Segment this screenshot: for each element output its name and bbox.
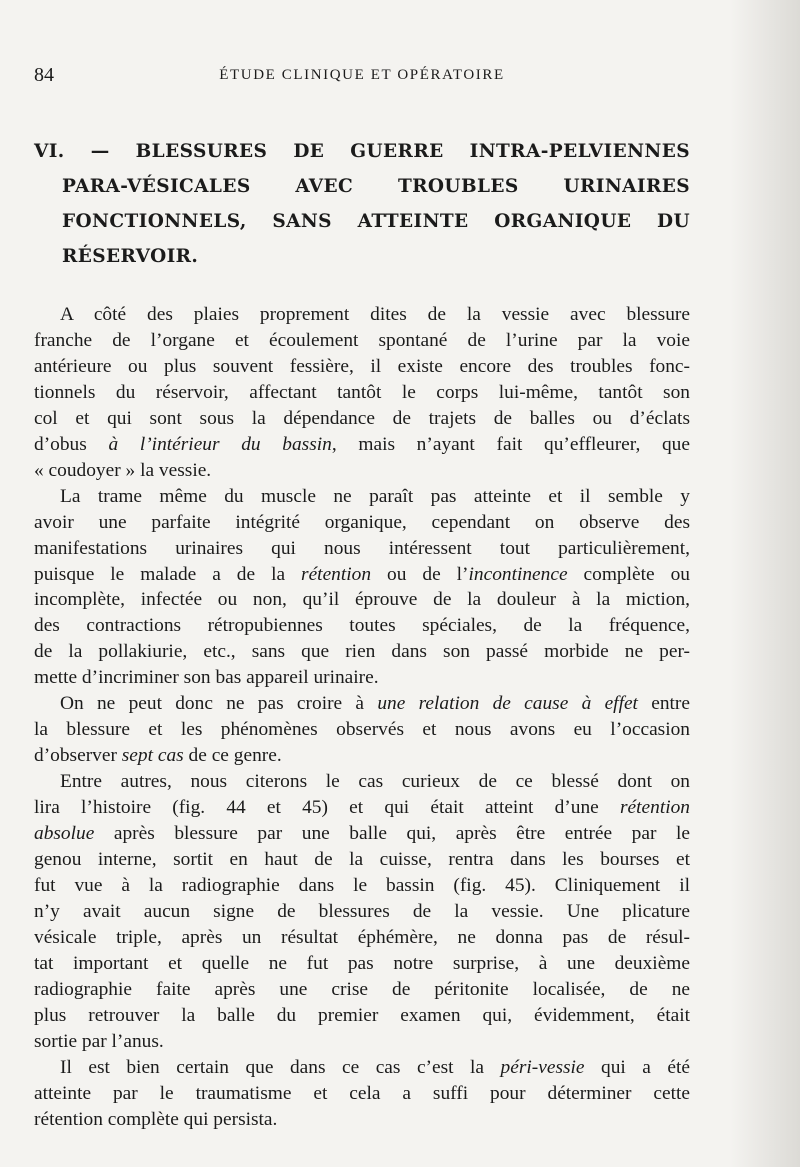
text-line: [34, 847, 690, 873]
text-run: On ne peut donc ne pas croire à: [60, 693, 378, 715]
text-run: n’y avait aucun signe de blessures de la vessie. Une plicature: [34, 900, 690, 922]
italic-text: rétention: [301, 563, 372, 585]
paragraph: [34, 302, 690, 484]
text-line: [34, 406, 690, 432]
text-run: entre: [637, 693, 690, 715]
page-number: 84: [34, 64, 54, 86]
text-run: des contractions rétropubiennes toutes spéciales, de la fréquence,: [34, 615, 690, 637]
text-run: franche de l’organe et écoulement spontané de l’urine par la voie: [34, 329, 690, 351]
text-line: [34, 743, 690, 769]
text-line: [34, 354, 690, 380]
text-line: [34, 665, 690, 691]
italic-text: rétention: [619, 797, 690, 819]
italic-text: une relation de cause à effet: [377, 693, 638, 715]
italic-text: absolue: [34, 823, 95, 845]
text-run: « coudoyer » la vessie.: [34, 459, 212, 481]
italic-text: péri-vessie: [500, 1056, 585, 1078]
text-line: [34, 925, 690, 951]
running-title: ÉTUDE CLINIQUE ET OPÉRATOIRE: [219, 67, 505, 83]
text-line: [34, 639, 690, 665]
running-head: [34, 58, 690, 92]
text-run: tionnels du réservoir, affectant tantôt le corps lui-même, tantôt son: [34, 381, 690, 403]
text-run: complète ou: [567, 563, 690, 585]
text-run: fut vue à la radiographie dans le bassin (fig. 45). Cliniquement il: [34, 874, 690, 896]
text-run: atteinte par le traumatisme et cela a suffi pour déterminer cette: [34, 1082, 690, 1104]
text-line: [34, 510, 690, 536]
text-line: [34, 821, 690, 847]
heading-line: RÉSERVOIR.: [62, 246, 199, 267]
body-text: [34, 302, 690, 1133]
heading-line: VI. — BLESSURES DE GUERRE INTRA-PELVIENNES: [34, 141, 690, 162]
text-line: [34, 1029, 690, 1055]
text-run: sortie par l’anus.: [34, 1030, 164, 1052]
text-run: Il est bien certain que dans ce cas c’est la: [60, 1056, 501, 1078]
text-line: [34, 769, 690, 795]
section-heading: [34, 134, 690, 274]
text-run: , mais n’ayant fait qu’effleurer, que: [331, 433, 690, 455]
text-line: [34, 536, 690, 562]
italic-text: incontinence: [468, 563, 568, 585]
text-run: mette d’incriminer son bas appareil urinaire.: [34, 667, 379, 689]
text-line: [34, 951, 690, 977]
text-line: [34, 1081, 690, 1107]
page-edge-shadow: [730, 0, 800, 1167]
text-line: [34, 977, 690, 1003]
text-run: plus retrouver la balle du premier examen qui, évidemment, était: [34, 1004, 690, 1026]
text-run: La trame même du muscle ne paraît pas atteinte et il semble y: [60, 485, 690, 507]
text-run: lira l’histoire (fig. 44 et 45) et qui était atteint d’une: [34, 797, 620, 819]
text-run: d’obus: [34, 433, 109, 455]
paragraph: [34, 691, 690, 769]
text-run: la blessure et les phénomènes observés et nous avons eu l’occasion: [34, 719, 690, 741]
text-run: de ce genre.: [183, 745, 282, 767]
text-run: antérieure ou plus souvent fessière, il existe encore des troubles fonc-: [34, 355, 690, 377]
text-line: [34, 1003, 690, 1029]
text-line: [34, 562, 690, 588]
text-run: col et qui sont sous la dépendance de trajets de balles ou d’éclats: [34, 407, 690, 429]
text-run: radiographie faite après une crise de péritonite localisée, de ne: [34, 978, 690, 1000]
text-run: ou de l’: [371, 563, 469, 585]
text-run: qui a été: [584, 1056, 691, 1078]
heading-line: FONCTIONNELS, SANS ATTEINTE ORGANIQUE DU: [62, 211, 690, 232]
text-line: [34, 380, 690, 406]
text-run: manifestations urinaires qui nous intéressent tout particulièrement,: [34, 537, 690, 559]
text-run: genou interne, sortit en haut de la cuisse, rentra dans les bourses et: [34, 849, 690, 871]
text-line: [34, 613, 690, 639]
text-line: [34, 873, 690, 899]
italic-text: à l’intérieur du bassin: [108, 433, 332, 455]
text-run: d’observer: [34, 745, 122, 767]
text-line: [34, 795, 690, 821]
text-line: [34, 899, 690, 925]
text-line: [34, 432, 690, 458]
text-line: [34, 458, 690, 484]
text-run: puisque le malade a de la: [34, 563, 302, 585]
text-line: [34, 302, 690, 328]
text-run: avoir une parfaite intégrité organique, cependant on observe des: [34, 511, 690, 533]
text-run: rétention complète qui persista.: [34, 1108, 278, 1130]
text-run: tat important et quelle ne fut pas notre surprise, à une deuxième: [34, 952, 690, 974]
text-run: de la pollakiurie, etc., sans que rien dans son passé morbide ne per-: [34, 641, 690, 663]
text-run: vésicale triple, après un résultat éphémère, ne donna pas de résul-: [34, 926, 690, 948]
text-run: A côté des plaies proprement dites de la vessie avec blessure: [60, 304, 690, 325]
paragraph: [34, 769, 690, 1054]
text-line: [34, 484, 690, 510]
italic-text: sept cas: [121, 745, 184, 767]
heading-line: PARA-VÉSICALES AVEC TROUBLES URINAIRES: [62, 176, 690, 197]
text-run: Entre autres, nous citerons le cas curieux de ce blessé dont on: [60, 771, 690, 793]
text-line: [34, 1055, 690, 1081]
paragraph: [34, 1055, 690, 1133]
book-page: [34, 58, 690, 1133]
text-line: [34, 587, 690, 613]
text-line: [34, 1107, 690, 1133]
paragraph: [34, 484, 690, 692]
text-line: [34, 691, 690, 717]
text-run: après blessure par une balle qui, après être entrée par le: [94, 823, 690, 845]
text-line: [34, 717, 690, 743]
text-line: [34, 328, 690, 354]
text-run: incomplète, infectée ou non, qu’il éprouve de la douleur à la miction,: [34, 589, 690, 611]
